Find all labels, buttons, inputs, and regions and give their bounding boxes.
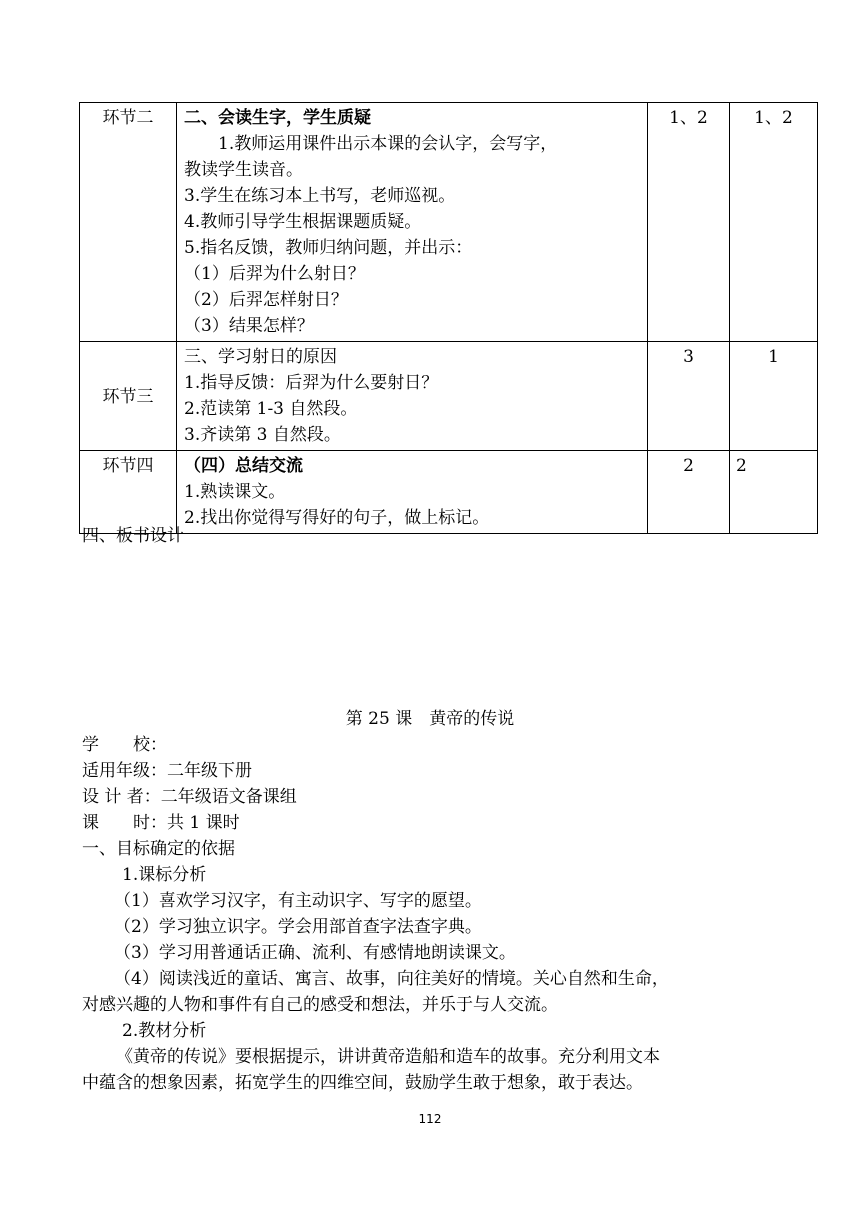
content-cell bbox=[177, 103, 648, 342]
step-line: （1）后羿为什么射日？ bbox=[184, 264, 365, 284]
analysis-text: 中蕴含的想象因素，拓宽学生的四维空间，鼓励学生敢于想象，敢于表达。 bbox=[82, 1073, 643, 1093]
step-line: 1.指导反馈：后羿为什么要射日？ bbox=[184, 373, 439, 393]
stage-cell: 环节四 bbox=[80, 451, 177, 534]
value-cell: 1 bbox=[730, 342, 818, 451]
list-item: （2）学习独立识字。学会用部首查字法查字典。 bbox=[114, 917, 482, 937]
lesson-steps-table bbox=[79, 102, 818, 534]
table-row bbox=[80, 103, 818, 342]
step-line: 2.找出你觉得写得好的句子，做上标记。 bbox=[184, 508, 490, 528]
value-cell: 2 bbox=[730, 451, 818, 534]
step-line: 1.教师运用课件出示本课的会认字，会写字， bbox=[218, 134, 558, 154]
step-line: 3.齐读第 3 自然段。 bbox=[184, 425, 341, 445]
school-line: 学 校： bbox=[82, 735, 167, 755]
stage-cell: 环节二 bbox=[80, 103, 177, 342]
step-line: 4.教师引导学生根据课题质疑。 bbox=[184, 212, 422, 232]
table-row bbox=[80, 451, 818, 534]
table-row bbox=[80, 342, 818, 451]
list-item: （3）学习用普通话正确、流利、有感情地朗读课文。 bbox=[114, 943, 516, 963]
step-line: （3）结果怎样？ bbox=[184, 316, 314, 336]
step-heading: （四）总结交流 bbox=[184, 456, 303, 476]
grade-line: 适用年级：二年级下册 bbox=[82, 761, 252, 781]
step-line: 2.范读第 1-3 自然段。 bbox=[184, 399, 358, 419]
value-cell: 2 bbox=[648, 451, 730, 534]
list-item: （4）阅读浅近的童话、寓言、故事，向往美好的情境。关心自然和生命， bbox=[114, 969, 669, 989]
content-cell bbox=[177, 451, 648, 534]
section-heading: 一、目标确定的依据 bbox=[82, 839, 235, 859]
hours-line: 课 时：共 1 课时 bbox=[82, 813, 240, 833]
page-number: 112 bbox=[418, 1112, 442, 1126]
step-line: 5.指名反馈，教师归纳问题，并出示： bbox=[184, 238, 473, 258]
lesson-title: 第 25 课 黄帝的传说 bbox=[345, 709, 515, 729]
step-heading: 三、学习射日的原因 bbox=[184, 347, 337, 367]
list-item-continued: 对感兴趣的人物和事件有自己的感受和想法，并乐于与人交流。 bbox=[82, 995, 558, 1015]
step-heading: 二、会读生字，学生质疑 bbox=[184, 108, 371, 128]
step-line: 1.熟读课文。 bbox=[184, 482, 286, 502]
analysis-text: 《黄帝的传说》要根据提示，讲讲黄帝造船和造车的故事。充分利用文本 bbox=[116, 1047, 660, 1067]
value-cell: 1、2 bbox=[730, 103, 818, 342]
stage-cell: 环节三 bbox=[80, 342, 177, 451]
value-cell: 1、2 bbox=[648, 103, 730, 342]
subsection-heading: 1.课标分析 bbox=[122, 865, 207, 885]
subsection-heading: 2.教材分析 bbox=[122, 1021, 207, 1041]
step-line: 教读学生读音。 bbox=[184, 160, 303, 180]
board-design-heading: 四、板书设计 bbox=[82, 526, 184, 546]
step-line: 3.学生在练习本上书写，老师巡视。 bbox=[184, 186, 456, 206]
value-cell: 3 bbox=[648, 342, 730, 451]
content-cell bbox=[177, 342, 648, 451]
designer-line: 设 计 者：二年级语文备课组 bbox=[82, 787, 297, 807]
list-item: （1）喜欢学习汉字，有主动识字、写字的愿望。 bbox=[114, 891, 482, 911]
step-line: （2）后羿怎样射日？ bbox=[184, 290, 348, 310]
